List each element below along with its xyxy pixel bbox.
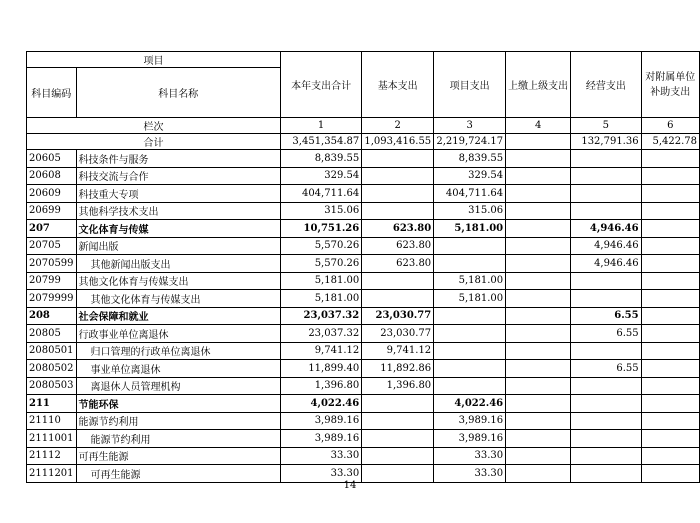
amount-cell [506,377,571,395]
amount-cell [641,167,699,185]
table-row [27,360,700,378]
table-row [27,237,700,255]
amount-cell: 404,711.64 [434,185,506,203]
amount-cell [571,395,641,413]
amount-cell [506,255,571,273]
amount-cell [571,290,641,308]
amount-cell: 33.30 [280,447,361,465]
subject-name: 其他新闻出版支出 [76,255,280,273]
amount-cell: 6.55 [571,360,641,378]
amount-cell: 23,037.32 [280,307,361,325]
amount-cell [434,307,506,325]
amount-cell [362,395,434,413]
subject-name: 可再生能源 [76,465,280,483]
header-row-item [27,52,700,68]
subject-name: 科技条件与服务 [76,150,280,168]
amount-cell [641,255,699,273]
amount-cell [571,377,641,395]
amount-cell [434,342,506,360]
col-num: 4 [506,118,571,134]
table-row [27,412,700,430]
header-col-upper: 上缴上级支出 [506,52,571,118]
table-row [27,325,700,343]
amount-cell: 11,899.40 [280,360,361,378]
amount-cell [506,325,571,343]
col-num: 2 [362,118,434,134]
amount-cell [506,290,571,308]
amount-cell: 315.06 [434,202,506,220]
amount-cell [362,290,434,308]
amount-cell: 1,396.80 [362,377,434,395]
subject-code: 20608 [27,167,77,185]
amount-cell [571,202,641,220]
amount-cell [641,395,699,413]
table-row [27,167,700,185]
amount-cell: 623.80 [362,237,434,255]
subject-code: 211 [27,395,77,413]
table-row [27,220,700,238]
table-row [27,342,700,360]
header-name: 科目名称 [76,68,280,118]
amount-cell [571,167,641,185]
subject-name: 社会保障和就业 [76,307,280,325]
amount-cell: 5,181.00 [434,220,506,238]
amount-cell [641,185,699,203]
amount-cell: 5,181.00 [434,290,506,308]
subject-code: 20799 [27,272,77,290]
amount-cell: 5,181.00 [280,290,361,308]
subject-code: 20805 [27,325,77,343]
amount-cell [641,325,699,343]
total-value: 2,219,724.17 [434,134,506,150]
amount-cell: 623.80 [362,220,434,238]
subject-name: 其他文化体育与传媒支出 [76,290,280,308]
amount-cell [362,447,434,465]
subject-name: 科技重大专项 [76,185,280,203]
subject-name: 其他科学技术支出 [76,202,280,220]
header-col-project: 项目支出 [434,52,506,118]
amount-cell: 8,839.55 [280,150,361,168]
amount-cell: 10,751.26 [280,220,361,238]
amount-cell [641,447,699,465]
amount-cell [641,220,699,238]
amount-cell: 5,181.00 [434,272,506,290]
amount-cell [362,272,434,290]
amount-cell [571,150,641,168]
header-item: 项目 [27,52,281,68]
table-row [27,290,700,308]
amount-cell: 11,892.86 [362,360,434,378]
col-num: 6 [641,118,699,134]
amount-cell: 315.06 [280,202,361,220]
total-row [27,134,700,150]
amount-cell: 8,839.55 [434,150,506,168]
subject-code: 2080503 [27,377,77,395]
amount-cell [641,237,699,255]
amount-cell: 3,989.16 [434,430,506,448]
amount-cell [434,255,506,273]
amount-cell: 623.80 [362,255,434,273]
amount-cell: 404,711.64 [280,185,361,203]
amount-cell [506,220,571,238]
amount-cell [434,377,506,395]
amount-cell: 6.55 [571,307,641,325]
amount-cell: 33.30 [434,465,506,483]
amount-cell [506,150,571,168]
header-col-basic: 基本支出 [362,52,434,118]
amount-cell [506,272,571,290]
amount-cell [434,325,506,343]
subject-name: 文化体育与传媒 [76,220,280,238]
header-col-total: 本年支出合计 [280,52,361,118]
header-code: 科目编码 [27,68,77,118]
table-row [27,430,700,448]
amount-cell [506,360,571,378]
header-col-subsidy: 对附属单位补助支出 [641,52,699,118]
amount-cell: 329.54 [280,167,361,185]
table-row [27,447,700,465]
header-lanci: 栏次 [27,118,281,134]
col-num: 3 [434,118,506,134]
amount-cell: 4,946.46 [571,237,641,255]
subject-name: 离退休人员管理机构 [76,377,280,395]
amount-cell [506,185,571,203]
amount-cell: 1,396.80 [280,377,361,395]
subject-code: 2079999 [27,290,77,308]
subject-code: 21110 [27,412,77,430]
table-row [27,395,700,413]
total-value: 3,451,354.87 [280,134,361,150]
subject-name: 其他文化体育与传媒支出 [76,272,280,290]
amount-cell: 33.30 [280,465,361,483]
amount-cell: 4,946.46 [571,255,641,273]
amount-cell [506,307,571,325]
amount-cell [506,237,571,255]
subject-code: 207 [27,220,77,238]
amount-cell [506,167,571,185]
amount-cell [506,447,571,465]
amount-cell [641,430,699,448]
table-row [27,307,700,325]
total-value: 1,093,416.55 [362,134,434,150]
amount-cell [641,272,699,290]
amount-cell: 3,989.16 [434,412,506,430]
amount-cell [362,167,434,185]
amount-cell [362,185,434,203]
amount-cell [362,150,434,168]
subject-code: 2080502 [27,360,77,378]
amount-cell [362,430,434,448]
amount-cell: 33.30 [434,447,506,465]
subject-code: 21112 [27,447,77,465]
amount-cell [362,412,434,430]
amount-cell [506,395,571,413]
subject-code: 20609 [27,185,77,203]
subject-name: 节能环保 [76,395,280,413]
subject-code: 2111201 [27,465,77,483]
amount-cell [641,202,699,220]
table-row [27,377,700,395]
amount-cell: 9,741.12 [280,342,361,360]
amount-cell: 4,946.46 [571,220,641,238]
amount-cell [571,272,641,290]
subject-code: 20605 [27,150,77,168]
subject-name: 事业单位离退休 [76,360,280,378]
amount-cell: 3,989.16 [280,430,361,448]
total-value: 5,422.78 [641,134,699,150]
amount-cell: 329.54 [434,167,506,185]
amount-cell [506,430,571,448]
table-row [27,255,700,273]
amount-cell [434,237,506,255]
amount-cell [641,360,699,378]
amount-cell: 4,022.46 [434,395,506,413]
expenditure-table [26,51,700,483]
subject-name: 行政事业单位离退休 [76,325,280,343]
table-row [27,202,700,220]
subject-code: 2080501 [27,342,77,360]
subject-name: 科技交流与合作 [76,167,280,185]
amount-cell: 23,030.77 [362,307,434,325]
amount-cell [506,342,571,360]
amount-cell [571,185,641,203]
col-num: 1 [280,118,361,134]
amount-cell [641,412,699,430]
amount-cell: 6.55 [571,325,641,343]
subject-name: 新闻出版 [76,237,280,255]
amount-cell [641,290,699,308]
header-col-business: 经营支出 [571,52,641,118]
table-row [27,150,700,168]
amount-cell: 5,181.00 [280,272,361,290]
header-row-lanci [27,118,700,134]
amount-cell: 9,741.12 [362,342,434,360]
subject-name: 能源节约利用 [76,412,280,430]
amount-cell [641,307,699,325]
amount-cell [506,412,571,430]
amount-cell [571,412,641,430]
subject-name: 归口管理的行政单位离退休 [76,342,280,360]
amount-cell [571,342,641,360]
subject-name: 能源节约利用 [76,430,280,448]
amount-cell: 23,030.77 [362,325,434,343]
subject-code: 2070599 [27,255,77,273]
amount-cell [362,202,434,220]
subject-name: 可再生能源 [76,447,280,465]
amount-cell: 4,022.46 [280,395,361,413]
amount-cell [571,447,641,465]
amount-cell [641,377,699,395]
table-row [27,185,700,203]
amount-cell: 5,570.26 [280,255,361,273]
subject-code: 20699 [27,202,77,220]
table-row [27,272,700,290]
page-number: 14 [343,480,357,491]
total-label: 合计 [27,134,281,150]
subject-code: 20705 [27,237,77,255]
subject-code: 2111001 [27,430,77,448]
subject-code: 208 [27,307,77,325]
amount-cell: 3,989.16 [280,412,361,430]
total-value: 132,791.36 [571,134,641,150]
amount-cell [641,342,699,360]
amount-cell [571,430,641,448]
amount-cell [641,150,699,168]
amount-cell [506,202,571,220]
amount-cell: 23,037.32 [280,325,361,343]
amount-cell: 5,570.26 [280,237,361,255]
col-num: 5 [571,118,641,134]
total-value [506,134,571,150]
amount-cell [434,360,506,378]
